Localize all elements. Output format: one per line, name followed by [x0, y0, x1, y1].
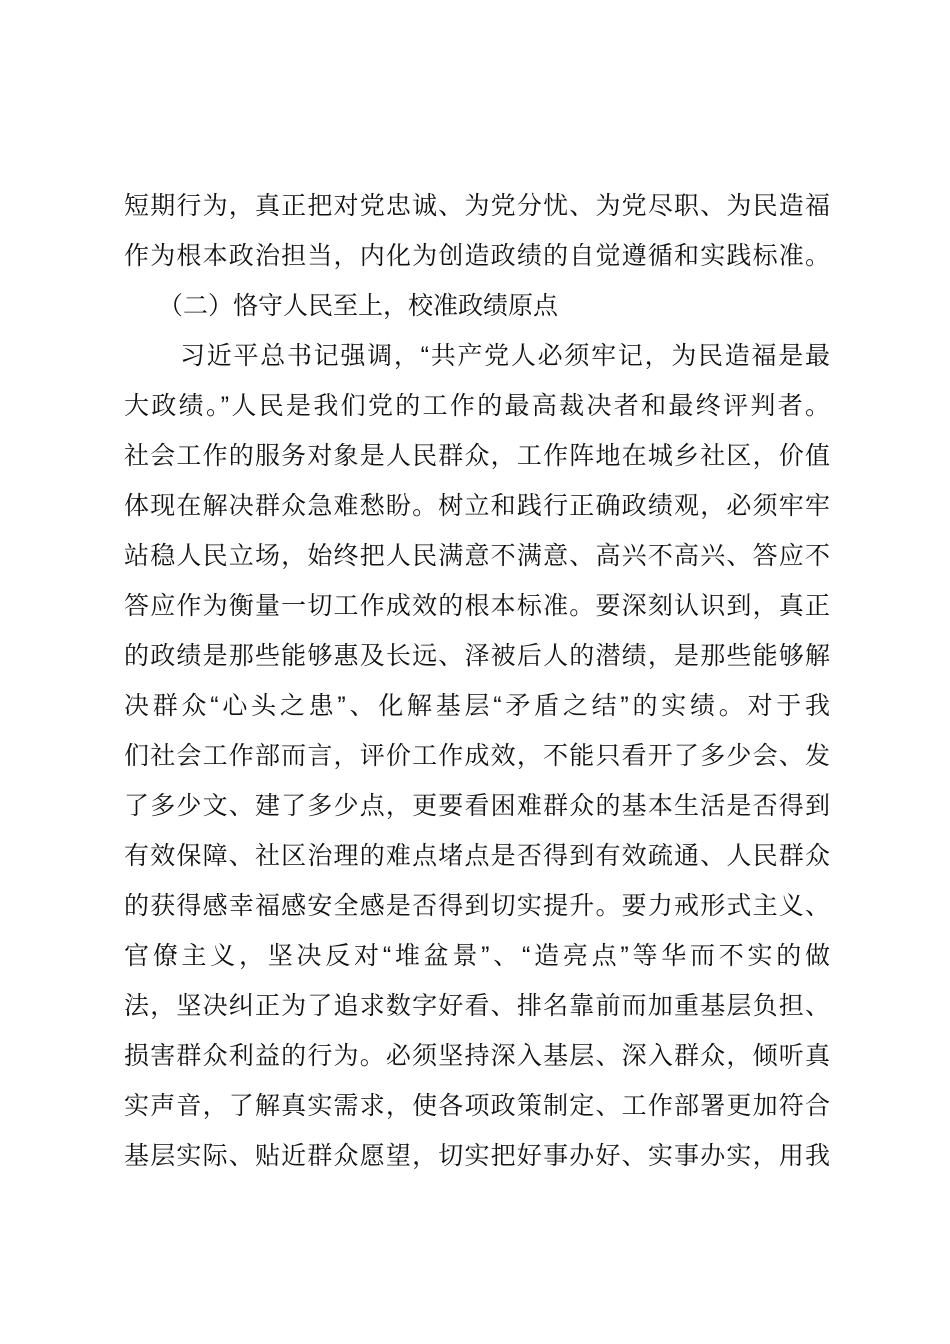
- text-line: 站稳人民立场，始终把人民满意不满意、高兴不高兴、答应不: [124, 542, 830, 570]
- text-line: 们社会工作部而言，评价工作成效，不能只看开了多少会、发: [124, 742, 830, 770]
- text-line: 作为根本政治担当，内化为创造政绩的自觉遵循和实践标准。: [124, 242, 830, 270]
- text-line: 的政绩是那些能够惠及长远、泽被后人的潜绩，是那些能够解: [124, 642, 830, 670]
- section-heading: （二）恪守人民至上，校准政绩原点: [158, 292, 559, 320]
- text-line: 了多少文、建了多少点，更要看困难群众的基本生活是否得到: [124, 792, 830, 820]
- text-line: 的获得感幸福感安全感是否得到切实提升。要力戒形式主义、: [124, 892, 830, 920]
- text-line: 损害群众利益的行为。必须坚持深入基层、深入群众，倾听真: [124, 1042, 830, 1070]
- text-line: 大政绩。”人民是我们党的工作的最高裁决者和最终评判者。: [124, 392, 830, 420]
- text-line: 体现在解决群众急难愁盼。树立和践行正确政绩观，必须牢牢: [124, 492, 830, 520]
- document-text-block: [124, 181, 830, 1181]
- text-line: 基层实际、贴近群众愿望，切实把好事办好、实事办实，用我: [124, 1142, 830, 1170]
- text-line: 实声音，了解真实需求，使各项政策制定、工作部署更加符合: [124, 1092, 830, 1120]
- text-line: 官僚主义，坚决反对“堆盆景”、“造亮点”等华而不实的做: [124, 942, 830, 970]
- text-line: 短期行为，真正把对党忠诚、为党分忧、为党尽职、为民造福: [124, 192, 830, 220]
- text-line: 有效保障、社区治理的难点堵点是否得到有效疏通、人民群众: [124, 842, 830, 870]
- text-line: 社会工作的服务对象是人民群众，工作阵地在城乡社区，价值: [124, 442, 830, 470]
- text-line: 法，坚决纠正为了追求数字好看、排名靠前而加重基层负担、: [124, 992, 830, 1020]
- text-line: 答应作为衡量一切工作成效的根本标准。要深刻认识到，真正: [124, 592, 830, 620]
- text-line: 决群众“心头之患”、化解基层“矛盾之结”的实绩。对于我: [124, 692, 830, 720]
- text-line: 习近平总书记强调，“共产党人必须牢记，为民造福是最: [180, 342, 830, 370]
